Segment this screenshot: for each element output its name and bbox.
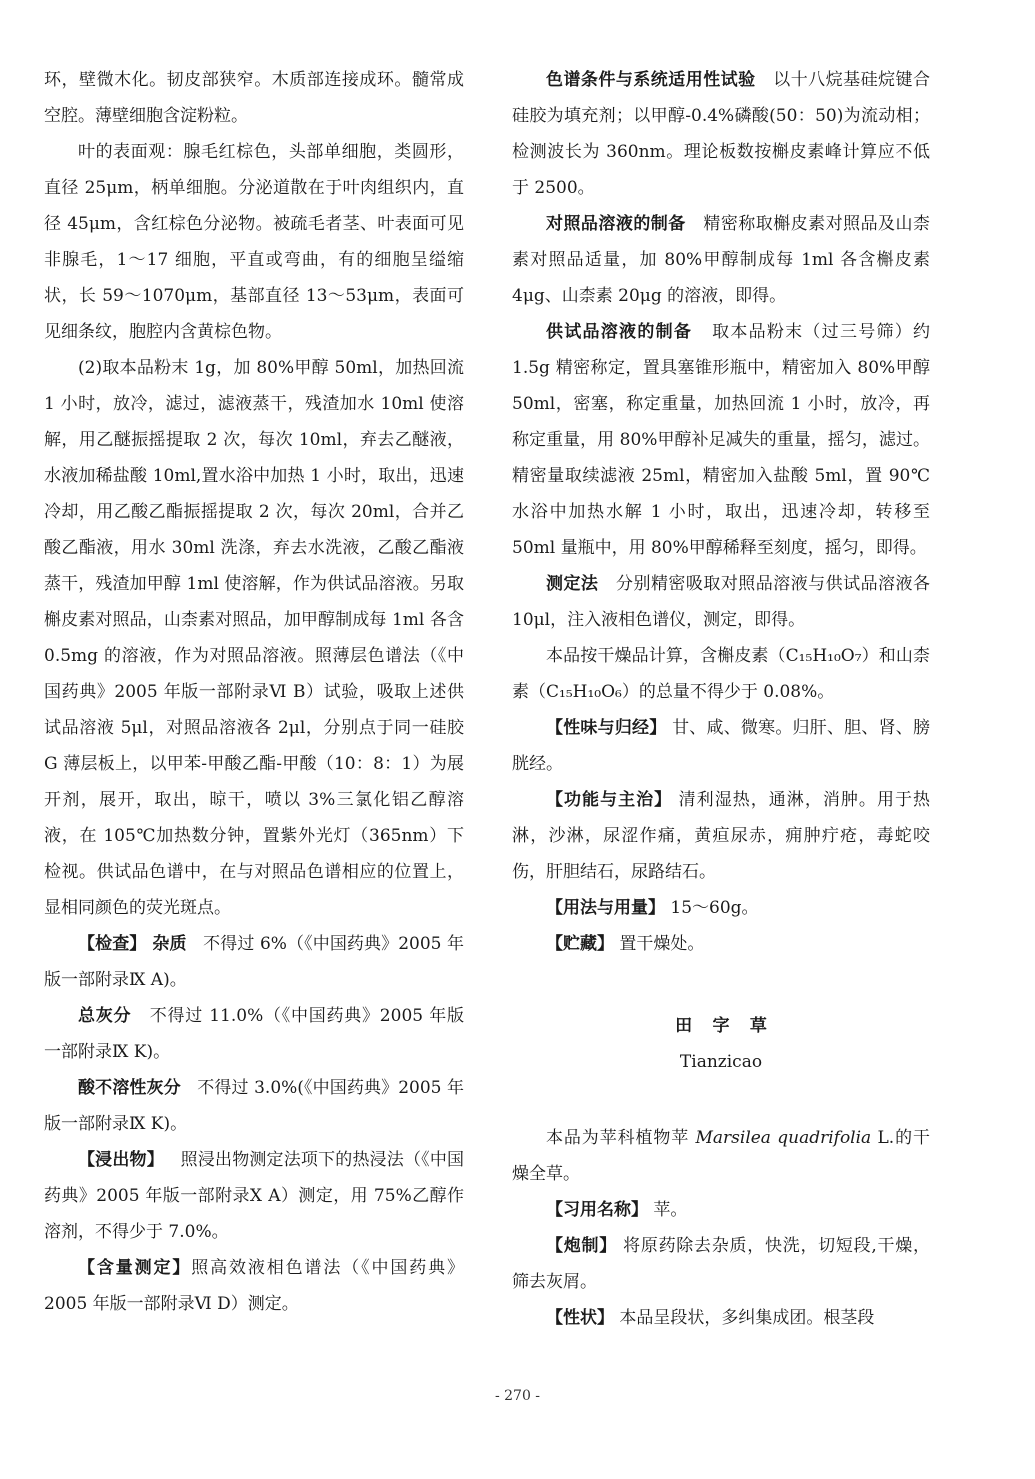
section-description bbox=[512, 1300, 930, 1336]
entry-title: 田字草 bbox=[675, 1016, 788, 1036]
paragraph-origin bbox=[512, 1120, 930, 1192]
section-reference-solution bbox=[512, 206, 936, 314]
section-method bbox=[512, 566, 936, 638]
function-label: 【功能与主治】 bbox=[546, 790, 673, 810]
paragraph-tlc-identification: (2)取本品粉末 1g，加 80%甲醇 50ml，加热回流 1 小时，放冷，滤过，滤液蒸干，残渣加水 10ml 使溶解，用乙醚振摇提取 2 次，每次 10ml，弃去乙醚液，水液加稀盐酸 10ml,置水浴中加热 1 小时，取出，迅速冷却，用乙酸乙酯振摇提取 2 次，每次 20ml，合并乙酸乙酯液，用水 30ml 洗涤，弃去水洗液，乙酸乙酯液蒸干，残渣加甲醇 1ml 使溶解，作为供试品溶液。另取槲皮素对照品，山柰素对照品，加甲醇制成每 1ml 各含 0.5mg 的溶液，作为对照品溶液。照薄层色谱法（《中国药典》2005 年版一部附录Ⅵ B）试验，吸取上述供试品溶液 5μl，对照品溶液各 2μl，分别点于同一硅胶 G 薄层板上，以甲苯-甲酸乙酯-甲酸（10：8：1）为展开剂，展开，取出，晾干，喷以 3%三氯化铝乙醇溶液，在 105℃加热数分钟，置紫外光灯（365nm）下检视。供试品色谱中，在与对照品色谱相应的位置上，显相同颜色的荧光斑点。 bbox=[44, 358, 470, 918]
section-usage bbox=[512, 890, 930, 926]
storage-label: 【贮藏】 bbox=[546, 934, 614, 954]
ref-label: 对照品溶液的制备 bbox=[546, 214, 686, 234]
origin-text-before: 本品为苹科植物苹 bbox=[546, 1128, 696, 1148]
section-extract bbox=[44, 1142, 464, 1250]
origin-text-after: L.的干燥全草。 bbox=[512, 1128, 930, 1184]
section-processing bbox=[512, 1228, 930, 1300]
paragraph-stem-continuation: 环，壁微木化。韧皮部狭窄。木质部连接成环。髓常成空腔。薄壁细胞含淀粉粒。 bbox=[44, 70, 464, 126]
method-label: 测定法 bbox=[546, 574, 599, 594]
section-function bbox=[512, 782, 930, 890]
total-ash-label: 总灰分 bbox=[78, 1006, 132, 1026]
ref-text: 精密称取槲皮素对照品及山柰素对照品适量，加 80%甲醇制成每 1ml 各含槲皮素 4μg、山柰素 20μg 的溶液，即得。 bbox=[512, 214, 936, 306]
acid-ash-label: 酸不溶性灰分 bbox=[78, 1078, 181, 1098]
section-check bbox=[44, 926, 464, 998]
section-total-ash bbox=[44, 998, 464, 1070]
origin-latin-name: Marsilea quadrifolia bbox=[695, 1128, 872, 1148]
section-assay bbox=[44, 1250, 464, 1322]
section-alias bbox=[512, 1192, 930, 1228]
method-text: 分别精密吸取对照品溶液与供试品溶液各 10μl，注入液相色谱仪，测定，即得。 bbox=[512, 574, 936, 630]
storage-text: 置干燥处。 bbox=[619, 934, 705, 954]
paragraph-leaf-surface: 叶的表面观：腺毛红棕色，头部单细胞，类圆形，直径 25μm，柄单细胞。分泌道散在于叶肉组织内，直径 45μm，含红棕色分泌物。被疏毛者茎、叶表面可见非腺毛，1～17 细胞，平直或弯曲，有的细胞呈缢缩状，长 59～1070μm，基部直径 13～53μm，表面可见细条纹，胞腔内含黄棕色物。 bbox=[44, 142, 464, 342]
alias-text: 苹。 bbox=[653, 1200, 688, 1220]
assay-text: 照高效液相色谱法（《中国药典》2005 年版一部附录Ⅵ D）测定。 bbox=[44, 1258, 464, 1314]
page-number: - 270 - bbox=[494, 1388, 541, 1404]
description-text: 本品呈段状，多纠集成团。根茎段 bbox=[619, 1308, 875, 1328]
extract-label: 【浸出物】 bbox=[78, 1150, 164, 1170]
check-label: 【检查】 杂质 bbox=[78, 934, 187, 954]
section-acid-insoluble-ash bbox=[44, 1070, 464, 1142]
section-sample-solution bbox=[512, 314, 936, 566]
paragraph-content-limit: 本品按干燥品计算，含槲皮素（C₁₅H₁₀O₇）和山柰素（C₁₅H₁₀O₆）的总量不得少于 0.08%。 bbox=[512, 646, 930, 702]
chrom-label: 色谱条件与系统适用性试验 bbox=[546, 70, 756, 90]
assay-label: 【含量测定】 bbox=[78, 1258, 192, 1278]
taste-label: 【性味与归经】 bbox=[546, 718, 667, 738]
check-text: 不得过 6%（《中国药典》2005 年版一部附录Ⅸ A)。 bbox=[44, 934, 464, 990]
processing-text: 将原药除去杂质，快洗，切短段,干燥，筛去灰屑。 bbox=[512, 1236, 931, 1292]
alias-label: 【习用名称】 bbox=[546, 1200, 648, 1220]
extract-text: 照浸出物测定法项下的热浸法（《中国药典》2005 年版一部附录Ⅹ A）测定，用 75%乙醇作溶剂，不得少于 7.0%。 bbox=[44, 1150, 465, 1242]
function-text: 清利湿热，通淋，消肿。用于热淋，沙淋，尿涩作痛，黄疸尿赤，痈肿疔疮，毒蛇咬伤，肝胆结石，尿路结石。 bbox=[512, 790, 931, 882]
usage-text: 15～60g。 bbox=[670, 898, 759, 918]
acid-ash-text: 不得过 3.0%(《中国药典》2005 年版一部附录Ⅸ K)。 bbox=[44, 1078, 464, 1134]
total-ash-text: 不得过 11.0%（《中国药典》2005 年版一部附录Ⅸ K)。 bbox=[44, 1006, 464, 1062]
taste-text: 甘、咸、微寒。归肝、胆、肾、膀胱经。 bbox=[512, 718, 931, 774]
section-chromatography bbox=[512, 62, 930, 206]
description-label: 【性状】 bbox=[546, 1308, 614, 1328]
section-storage bbox=[512, 926, 930, 962]
sample-label: 供试品溶液的制备 bbox=[546, 322, 693, 342]
processing-label: 【炮制】 bbox=[546, 1236, 617, 1256]
left-column bbox=[44, 62, 470, 1322]
right-column bbox=[512, 62, 936, 1336]
entry-pinyin: Tianzicao bbox=[679, 1052, 763, 1072]
sample-text: 取本品粉末（过三号筛）约 1.5g 精密称定，置具塞锥形瓶中，精密加入 80%甲醇 50ml，密塞，称定重量，加热回流 1 小时，放冷，再称定重量，用 80%甲醇补足减失的重量，摇匀，滤过。精密量取续滤液 25ml，精密加入盐酸 5ml，置 90℃水浴中加热水解 1 小时，取出，迅速冷却，转移至 50ml 量瓶中，用 80%甲醇稀释至刻度，摇匀，即得。 bbox=[512, 322, 936, 558]
usage-label: 【用法与用量】 bbox=[546, 898, 665, 918]
chrom-text: 以十八烷基硅烷键合硅胶为填充剂；以甲醇-0.4%磷酸(50：50)为流动相；检测波长为 360nm。理论板数按槲皮素峰计算应不低于 2500。 bbox=[512, 70, 930, 198]
section-taste-meridian bbox=[512, 710, 930, 782]
